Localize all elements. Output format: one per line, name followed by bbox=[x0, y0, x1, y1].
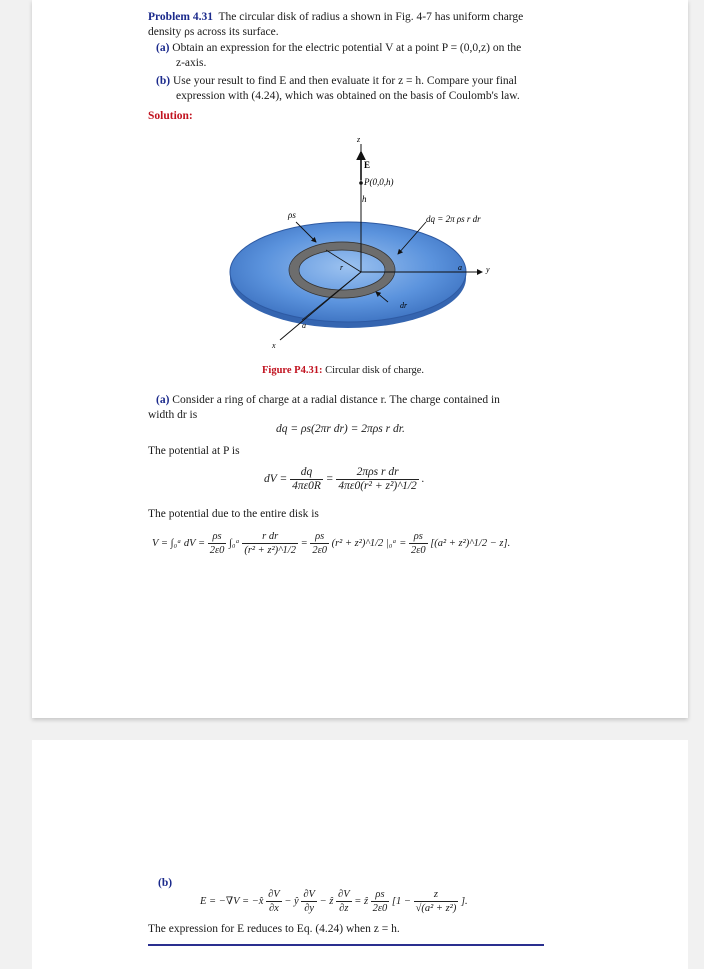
bottom-rule bbox=[148, 944, 544, 946]
eq-e-lhs: E = −∇V = −x̂ bbox=[200, 895, 264, 907]
solution-a-line-2: width dr is bbox=[148, 409, 198, 421]
eq-dv-frac-2-num: 2πρs r dr bbox=[336, 466, 418, 480]
eq-v-frac-1-den: 2ε0 bbox=[209, 545, 225, 556]
eq-e-m2: − ẑ bbox=[319, 895, 334, 907]
eq-v-frac-3-den: 2ε0 bbox=[312, 545, 327, 556]
label-a-right: a bbox=[458, 263, 462, 272]
label-dr: dr bbox=[400, 301, 408, 310]
eq-v-frac-4-num: ρs bbox=[409, 530, 428, 544]
eq-dv-end: . bbox=[421, 473, 425, 486]
disk-figure bbox=[212, 132, 502, 352]
label-z: z bbox=[357, 135, 361, 144]
solution-a-line-1: Consider a ring of charge at a radial distance r. The charge contained in bbox=[172, 394, 500, 406]
label-r: r bbox=[340, 263, 344, 272]
eq-e-d3 bbox=[336, 888, 352, 915]
page-1 bbox=[32, 0, 688, 718]
problem-part-b bbox=[156, 74, 556, 104]
eq-dv-frac-2 bbox=[336, 466, 418, 493]
solution-label: Solution: bbox=[148, 110, 193, 122]
solution-b-label: (b) bbox=[158, 877, 173, 889]
eq-v-int-1: ∫₀ᵃ dV = bbox=[170, 537, 206, 549]
problem-label: Problem 4.31 bbox=[148, 11, 213, 23]
figure-caption-text: Circular disk of charge. bbox=[325, 365, 425, 376]
eq-e-d1-den: ∂x bbox=[268, 903, 279, 914]
eq-e-bracket: [1 − bbox=[391, 895, 411, 907]
eq-dv-lhs: dV = bbox=[264, 473, 288, 486]
eq-v-frac-2-num: r dr bbox=[242, 530, 298, 544]
eq-e-m1: − ŷ bbox=[284, 895, 299, 907]
solution-a-label: (a) bbox=[156, 394, 170, 406]
eq-dv-frac-2-den: 4πε0(r² + z²)^1/2 bbox=[338, 480, 417, 492]
eq-v-equals-2: = bbox=[300, 537, 308, 549]
eq-v bbox=[152, 530, 510, 557]
eq-v-mid: (r² + z²)^1/2 |₀ᵃ bbox=[331, 537, 397, 549]
eq-e-d2-num: ∂V bbox=[303, 889, 315, 900]
conclusion: The expression for E reduces to Eq. (4.24) when z = h. bbox=[148, 923, 400, 935]
figure-caption-label: Figure P4.31: bbox=[262, 365, 323, 376]
eq-dv-frac-1 bbox=[290, 466, 323, 493]
part-b-line-1: Use your result to find E and then evaluate it for z = h. Compare your final bbox=[172, 75, 517, 87]
eq-e-frac-2-num: z bbox=[414, 888, 459, 902]
label-rho: ρs bbox=[288, 210, 296, 220]
eq-v-frac-1 bbox=[208, 530, 227, 557]
eq-v-frac-2-den: (r² + z²)^1/2 bbox=[244, 545, 296, 556]
label-e: E bbox=[364, 160, 371, 170]
eq-e-close: ]. bbox=[460, 895, 468, 907]
eq-dq: dq = ρs(2πr dr) = 2πρs r dr. bbox=[276, 423, 405, 435]
point-p bbox=[359, 181, 363, 185]
eq-e-m3: = ẑ bbox=[354, 895, 369, 907]
eq-e-d2 bbox=[301, 888, 317, 915]
eq-e-d3-den: ∂z bbox=[339, 903, 349, 914]
problem-line-1: The circular disk of radius a shown in Fig. 4-7 has uniform charge bbox=[218, 11, 524, 23]
eq-v-frac-3 bbox=[310, 530, 329, 557]
eq-v-frac-2 bbox=[242, 530, 298, 557]
eq-dv-equals: = bbox=[325, 473, 334, 486]
eq-e-frac-den: 2ε0 bbox=[372, 903, 388, 914]
problem-part-a bbox=[156, 41, 556, 71]
label-a-bottom: a bbox=[302, 321, 306, 330]
eq-v-int-2: ∫₀ᵃ bbox=[228, 537, 240, 549]
eq-e-d1-num: ∂V bbox=[268, 889, 280, 900]
problem-line-2: density ρs across its surface. bbox=[148, 26, 279, 38]
part-a-line-1: Obtain an expression for the electric potential V at a point P = (0,0,z) on the bbox=[172, 42, 522, 54]
label-h: h bbox=[362, 194, 367, 204]
part-b-line-2: expression with (4.24), which was obtained on the basis of Coulomb's law. bbox=[176, 90, 520, 102]
eq-v-frac-4 bbox=[409, 530, 428, 557]
eq-v-end: [(a² + z²)^1/2 − z]. bbox=[430, 537, 511, 549]
eq-dv-frac-1-num: dq bbox=[290, 466, 323, 480]
label-p: P(0,0,h) bbox=[364, 177, 394, 187]
entire-disk-text: The potential due to the entire disk is bbox=[148, 508, 319, 520]
eq-e-d3-num: ∂V bbox=[338, 889, 350, 900]
eq-dv bbox=[264, 466, 425, 493]
eq-e-frac-num: ρs bbox=[371, 888, 390, 902]
eq-dv-frac-1-den: 4πε0R bbox=[292, 480, 321, 492]
eq-v-lhs: V = bbox=[152, 537, 168, 549]
eq-e-d2-den: ∂y bbox=[304, 903, 315, 914]
part-a-line-2: z-axis. bbox=[176, 57, 207, 69]
page-2 bbox=[32, 740, 688, 969]
eq-e-d1 bbox=[266, 888, 282, 915]
figure-caption bbox=[262, 365, 424, 376]
label-dq: dq = 2π ρs r dr bbox=[426, 214, 481, 224]
eq-v-frac-1-num: ρs bbox=[208, 530, 227, 544]
eq-v-frac-4-den: 2ε0 bbox=[410, 545, 426, 556]
eq-v-equals-3: = bbox=[399, 537, 407, 549]
eq-e-frac-2 bbox=[414, 888, 459, 915]
solution-a-text bbox=[148, 393, 544, 423]
eq-e-frac bbox=[371, 888, 390, 915]
problem-statement bbox=[148, 10, 578, 40]
label-x: x bbox=[272, 341, 276, 350]
eq-e-frac-2-den: √(a² + z²) bbox=[415, 903, 457, 914]
eq-e bbox=[200, 888, 468, 915]
eq-v-frac-3-num: ρs bbox=[310, 530, 329, 544]
part-b-label: (b) bbox=[156, 75, 171, 87]
potential-at-p: The potential at P is bbox=[148, 445, 240, 457]
label-y: y bbox=[486, 265, 490, 274]
part-a-label: (a) bbox=[156, 42, 170, 54]
